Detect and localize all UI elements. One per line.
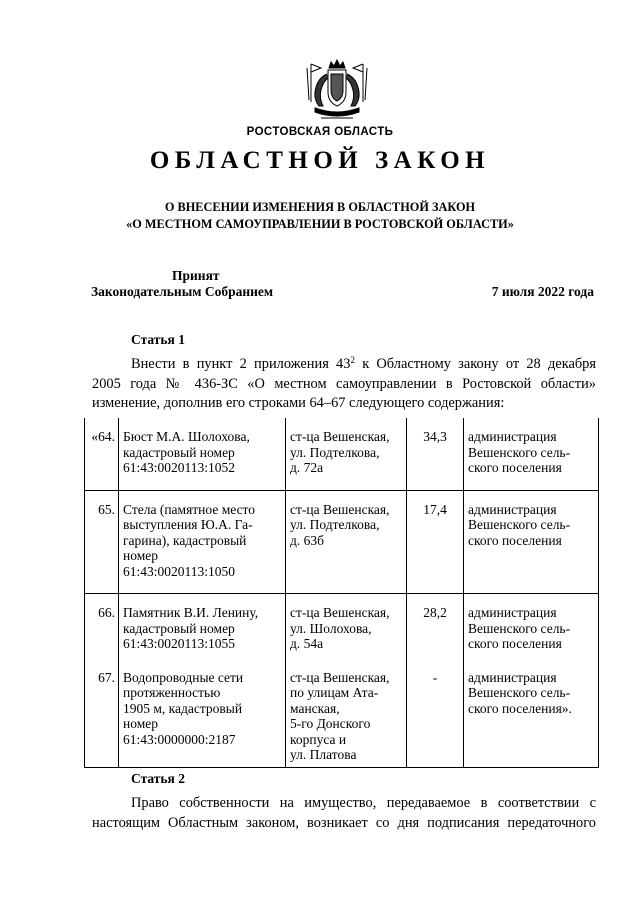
object-owner-line: администрация: [468, 429, 557, 444]
object-address-line: по улицам Ата-: [290, 685, 379, 700]
object-area-line: -: [432, 669, 438, 685]
coat-of-arms-icon: [301, 58, 373, 124]
object-name-line: 61:43:0000000:2187: [123, 731, 236, 747]
article-1-line-3: изменение, дополнив его строками 64–67 следующего содержания:: [92, 395, 505, 412]
table-row: [85, 660, 599, 768]
superscript: 2: [350, 355, 355, 365]
article-1-line-2: 2005 года № 436-ЗС «О местном самоуправлении в Ростовской области»: [92, 375, 596, 392]
object-owner-line: администрация: [468, 669, 557, 685]
object-owner-line: администрация: [468, 605, 557, 620]
article-2-text: [92, 794, 596, 833]
object-address-line: 5-го Донского: [290, 716, 371, 731]
row-number-line: 65.: [98, 501, 115, 517]
object-address-line: ул. Платова: [290, 747, 357, 762]
object-name-line: гарина), кадастровый: [123, 532, 247, 548]
object-owner-line: Вешенского сель-: [468, 517, 571, 532]
object-address-line: корпуса и: [290, 731, 347, 747]
adopted-label: Принят: [172, 268, 220, 283]
row-number-cell: [85, 594, 119, 660]
object-address-line: ст-ца Вешенская,: [290, 501, 390, 517]
object-owner-line: ского поселения».: [468, 700, 572, 716]
object-address-line: ул. Подтелкова,: [290, 444, 380, 460]
object-name-line: Памятник В.И. Ленину,: [123, 605, 259, 620]
article-2-title: Статья 2: [131, 771, 185, 786]
object-address-line: ст-ца Вешенская,: [290, 429, 390, 444]
object-name-line: Водопроводные сети: [123, 669, 244, 685]
object-name-line: номер: [123, 548, 159, 563]
table-row: [85, 490, 599, 594]
row-number-cell: [85, 490, 119, 594]
object-name-cell: [119, 418, 286, 490]
adoption-date: 7 июля 2022 года: [491, 284, 594, 299]
object-name-line: 1905 м, кадастровый: [123, 700, 243, 716]
region-name: РОСТОВСКАЯ ОБЛАСТЬ: [246, 126, 394, 138]
object-address-cell: [286, 594, 407, 660]
object-owner-line: ского поселения: [468, 460, 562, 475]
object-owner-cell: [464, 594, 599, 660]
object-owner-cell: [464, 660, 599, 768]
object-name-cell: [119, 660, 286, 768]
article-1-line-1-part-b: к Областному закону от 28 декабря: [354, 356, 596, 372]
object-address-line: д. 54а: [290, 636, 324, 651]
row-number-line: «64.: [91, 429, 115, 444]
object-name-line: Стела (памятное место: [123, 501, 256, 517]
table-row: [85, 594, 599, 660]
article-1-title: Статья 1: [131, 332, 185, 347]
object-name-line: кадастровый номер: [123, 444, 235, 460]
object-name-line: 61:43:0020113:1052: [123, 460, 236, 475]
object-address-line: манская,: [290, 700, 340, 716]
object-area-cell: [407, 594, 464, 660]
law-title-line-1: О ВНЕСЕНИИ ИЗМЕНЕНИЯ В ОБЛАСТНОЙ ЗАКОН: [164, 200, 476, 214]
object-area-line: 34,3: [423, 429, 447, 444]
article-2-line-1: Право собственности на имущество, передаваемое в соответствии с: [131, 795, 596, 811]
object-area-cell: [407, 660, 464, 768]
object-owner-line: Вешенского сель-: [468, 685, 571, 700]
object-address-cell: [286, 660, 407, 768]
adopted-by: Законодательным Собранием: [91, 284, 274, 299]
object-area-line: 28,2: [423, 605, 447, 620]
object-owner-line: Вешенского сель-: [468, 444, 571, 460]
object-address-line: ул. Шолохова,: [290, 620, 372, 636]
object-address-line: ул. Подтелкова,: [290, 517, 380, 532]
object-area-cell: [407, 490, 464, 594]
object-address-line: д. 72а: [290, 460, 324, 475]
object-owner-line: администрация: [468, 501, 557, 517]
object-name-line: кадастровый номер: [123, 620, 235, 636]
object-name-cell: [119, 490, 286, 594]
object-name-line: номер: [123, 716, 159, 731]
object-name-line: 61:43:0020113:1055: [123, 636, 236, 651]
object-name-line: протяженностью: [123, 685, 221, 700]
article-1-text: [92, 355, 596, 414]
object-area-cell: [407, 418, 464, 490]
object-name-line: выступления Ю.А. Га-: [123, 517, 253, 532]
article-1-line-1: [92, 355, 596, 375]
object-owner-line: ского поселения: [468, 532, 562, 548]
object-name-line: Бюст М.А. Шолохова,: [123, 429, 250, 444]
object-address-cell: [286, 490, 407, 594]
row-number-line: 66.: [98, 605, 115, 620]
object-address-line: ст-ца Вешенская,: [290, 605, 390, 620]
row-number-cell: [85, 660, 119, 768]
document-type-title: ОБЛАСТНОЙ ЗАКОН: [149, 147, 491, 174]
object-name-cell: [119, 594, 286, 660]
article-2-line-2: настоящим Областным законом, возникает со дня подписания передаточного: [92, 814, 596, 831]
article-1-line-1-part-a: Внести в пункт 2 приложения 43: [131, 356, 351, 372]
object-address-line: ст-ца Вешенская,: [290, 669, 390, 685]
object-address-line: д. 63б: [290, 532, 324, 548]
row-number-cell: [85, 418, 119, 490]
property-table: [84, 418, 599, 768]
row-number-line: 67.: [98, 669, 115, 685]
object-area-line: 17,4: [423, 501, 447, 517]
object-address-cell: [286, 418, 407, 490]
object-owner-cell: [464, 490, 599, 594]
object-owner-cell: [464, 418, 599, 490]
law-title-line-2: «О МЕСТНОМ САМОУПРАВЛЕНИИ В РОСТОВСКОЙ ОБЛАСТИ»: [126, 217, 514, 231]
object-name-line: 61:43:0020113:1050: [123, 563, 236, 579]
object-owner-line: ского поселения: [468, 636, 562, 651]
table-row: [85, 418, 599, 490]
object-owner-line: Вешенского сель-: [468, 620, 571, 636]
